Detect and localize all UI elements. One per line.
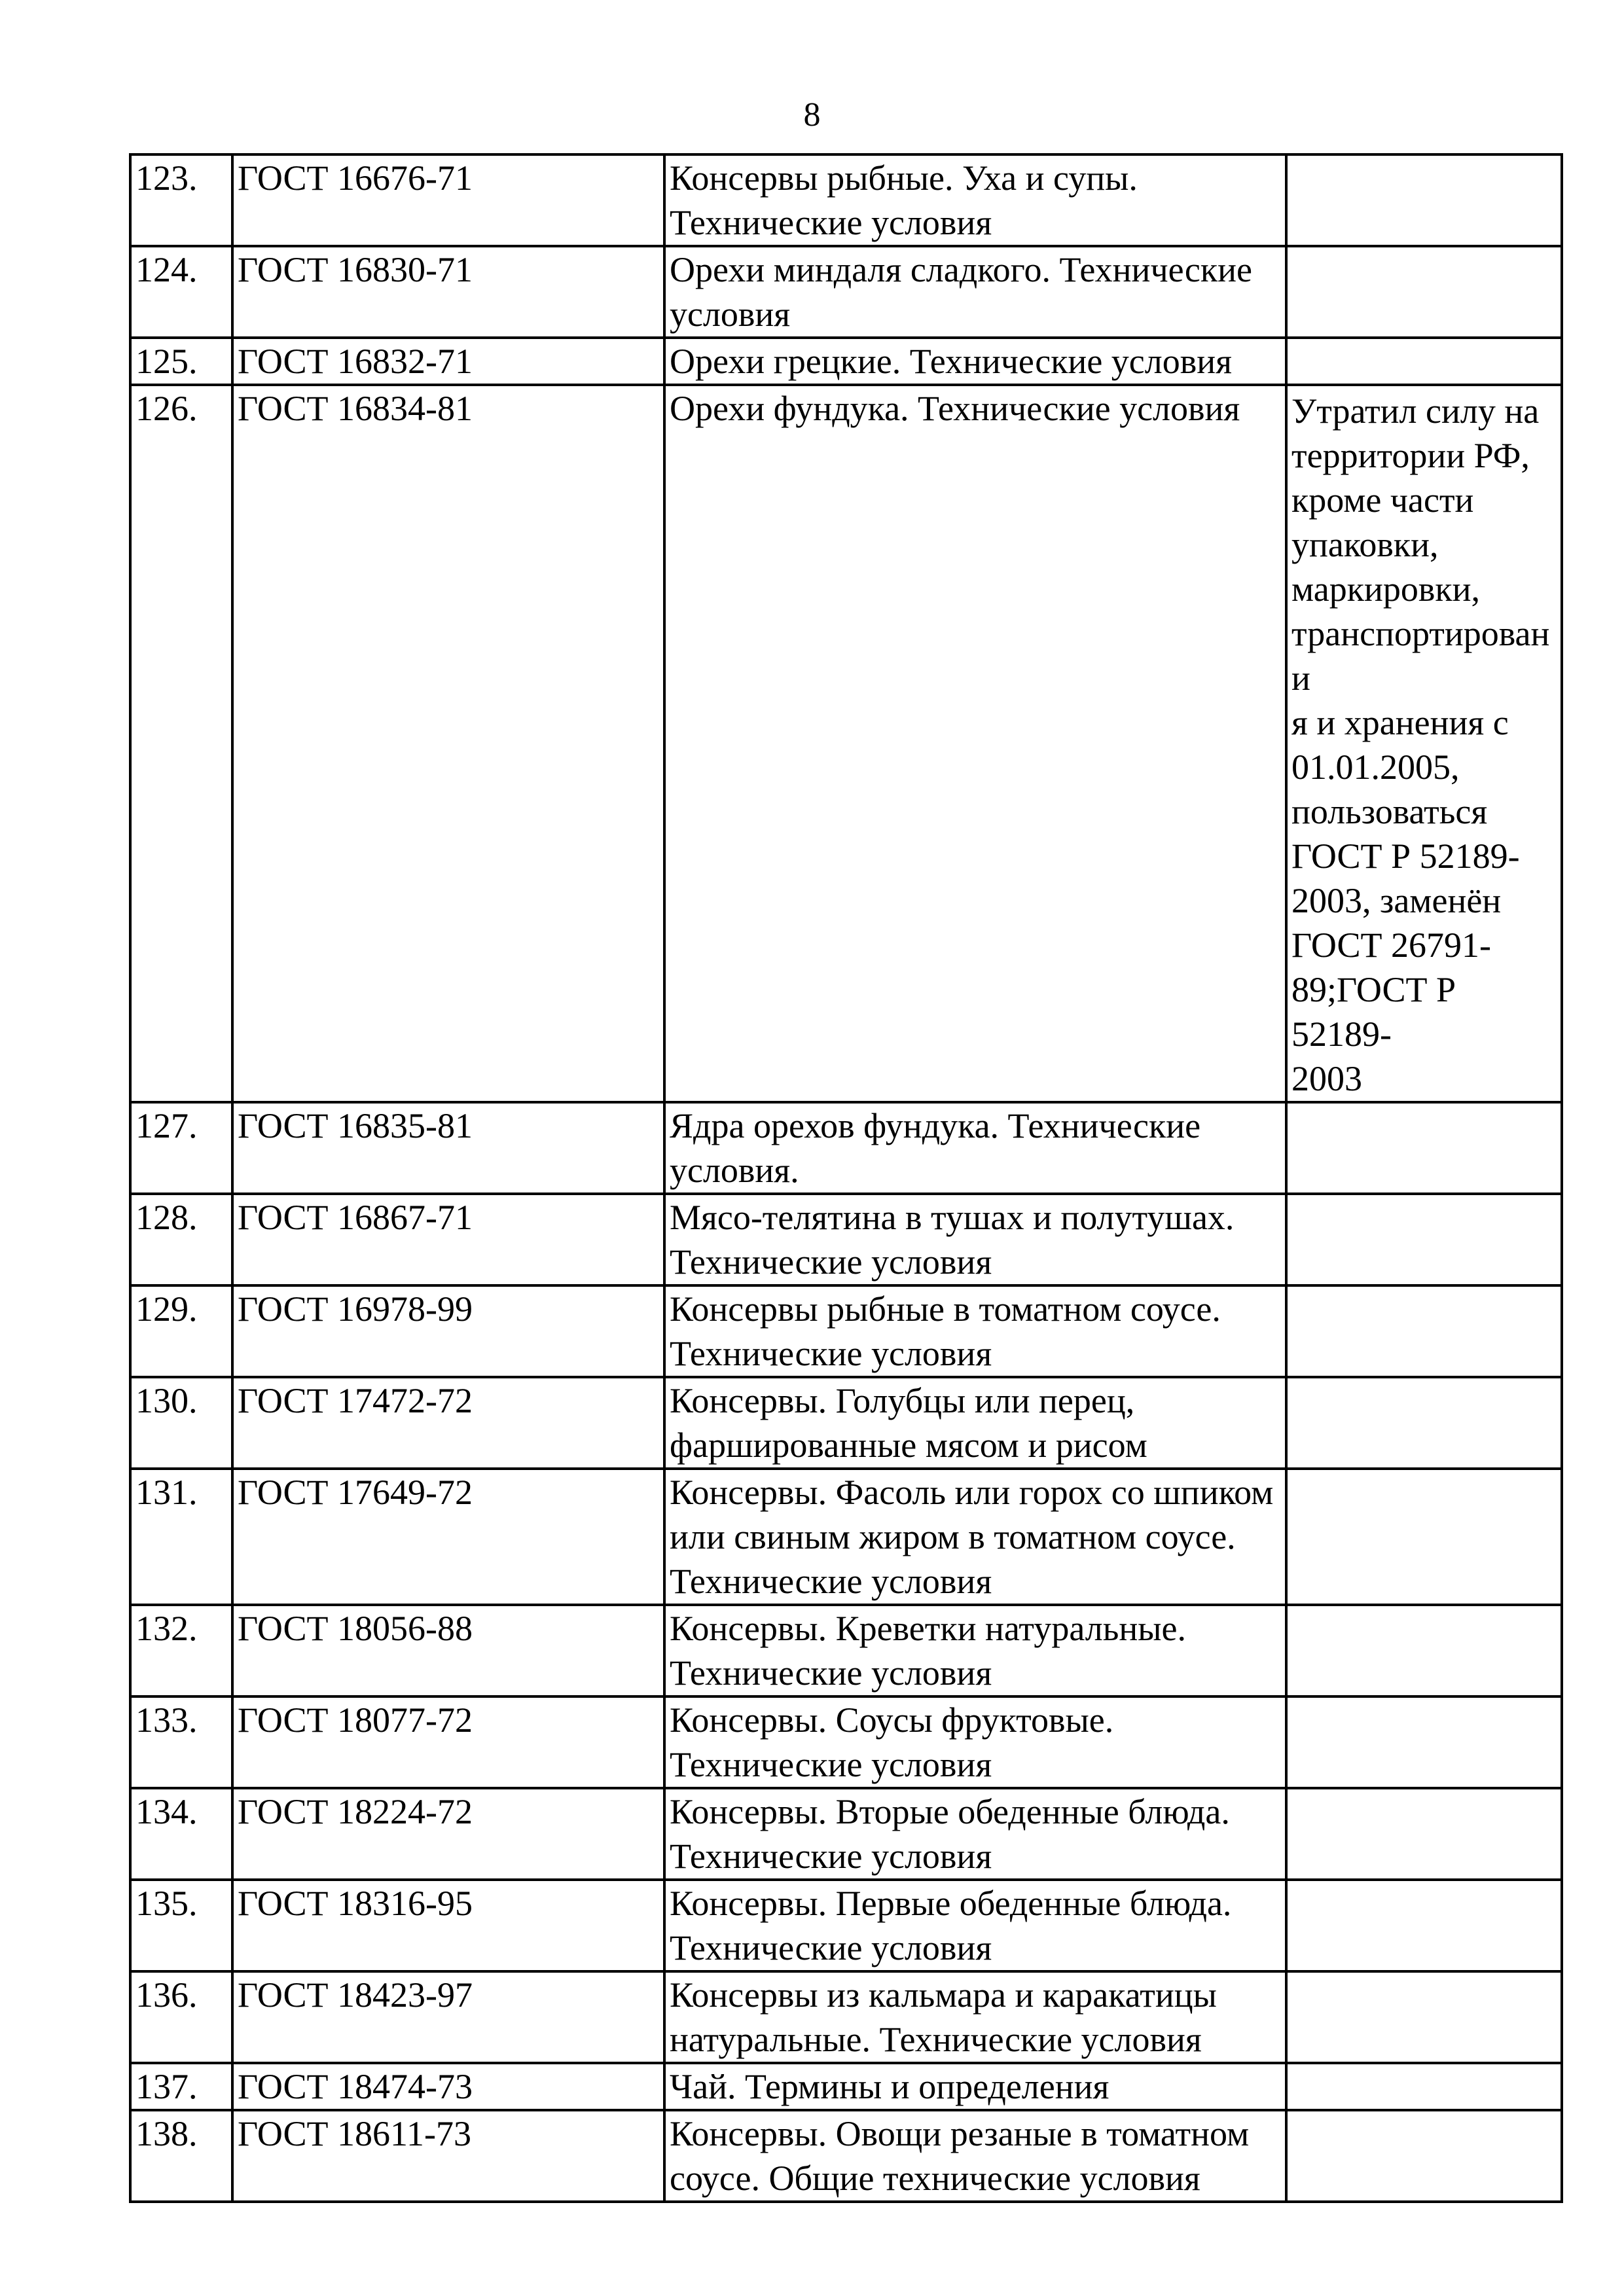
standard-note [1286, 1971, 1562, 2063]
standard-code: ГОСТ 16834-81 [232, 385, 664, 1102]
table-row [130, 1880, 1562, 1971]
table-row [130, 1377, 1562, 1469]
note-text [1291, 2064, 1557, 2067]
standard-title: Консервы. Первые обеденные блюда. Технические условия [664, 1880, 1286, 1971]
standard-note [1286, 1880, 1562, 1971]
note-text [1291, 1698, 1557, 1700]
standard-note [1286, 2063, 1562, 2110]
standard-title: Консервы. Соусы фруктовые. Технические условия [664, 1696, 1286, 1788]
table-row [130, 1696, 1562, 1788]
standard-code: ГОСТ 18423-97 [232, 1971, 664, 2063]
standard-code: ГОСТ 16830-71 [232, 246, 664, 338]
row-number: 137. [130, 2063, 232, 2110]
standard-code: ГОСТ 18077-72 [232, 1696, 664, 1788]
standard-title: Консервы рыбные в томатном соусе. Технические условия [664, 1285, 1286, 1377]
row-number: 125. [130, 338, 232, 385]
standard-title: Чай. Термины и определения [664, 2063, 1286, 2110]
standard-code: ГОСТ 17472-72 [232, 1377, 664, 1469]
standard-title: Орехи фундука. Технические условия [664, 385, 1286, 1102]
standard-note [1286, 1194, 1562, 1285]
standard-note [1286, 1377, 1562, 1469]
standard-note [1286, 1285, 1562, 1377]
row-number: 132. [130, 1605, 232, 1696]
table-row [130, 1605, 1562, 1696]
standard-code: ГОСТ 16676-71 [232, 154, 664, 246]
row-number: 138. [130, 2110, 232, 2202]
note-text [1291, 1881, 1557, 1884]
row-number: 126. [130, 385, 232, 1102]
standard-code: ГОСТ 18316-95 [232, 1880, 664, 1971]
standard-code: ГОСТ 16832-71 [232, 338, 664, 385]
standard-title: Консервы. Креветки натуральные. Технические условия [664, 1605, 1286, 1696]
standard-note [1286, 2110, 1562, 2202]
row-number: 123. [130, 154, 232, 246]
row-number: 130. [130, 1377, 232, 1469]
note-text [1291, 1789, 1557, 1792]
page-number: 8 [803, 96, 821, 134]
standard-note [1286, 338, 1562, 385]
table-row [130, 154, 1562, 246]
standard-title: Консервы рыбные. Уха и супы. Технические условия [664, 154, 1286, 246]
table-row [130, 2063, 1562, 2110]
standard-note [1286, 1605, 1562, 1696]
standard-title: Консервы. Фасоль или горох со шпиком или свиным жиром в томатном соусе. Технические условия [664, 1469, 1286, 1605]
note-text [1291, 156, 1557, 158]
standards-table [129, 153, 1563, 2203]
standard-note [1286, 1788, 1562, 1880]
note-text [1291, 339, 1557, 342]
row-number: 127. [130, 1102, 232, 1194]
table-row [130, 1194, 1562, 1285]
table-row [130, 1971, 1562, 2063]
table-row [130, 338, 1562, 385]
note-text [1291, 2111, 1557, 2114]
standard-note [1286, 246, 1562, 338]
standard-note [1286, 154, 1562, 246]
standard-code: ГОСТ 16835-81 [232, 1102, 664, 1194]
standard-code: ГОСТ 18224-72 [232, 1788, 664, 1880]
standard-code: ГОСТ 18611-73 [232, 2110, 664, 2202]
row-number: 124. [130, 246, 232, 338]
note-text [1291, 1287, 1557, 1289]
table-row [130, 246, 1562, 338]
table-row [130, 385, 1562, 1102]
standard-note [1286, 1102, 1562, 1194]
row-number: 135. [130, 1880, 232, 1971]
standard-title: Консервы. Вторые обеденные блюда. Технические условия [664, 1788, 1286, 1880]
standard-code: ГОСТ 16978-99 [232, 1285, 664, 1377]
note-text [1291, 1973, 1557, 1975]
standard-title: Орехи миндаля сладкого. Технические условия [664, 246, 1286, 338]
row-number: 134. [130, 1788, 232, 1880]
standard-code: ГОСТ 17649-72 [232, 1469, 664, 1605]
standard-code: ГОСТ 18474-73 [232, 2063, 664, 2110]
standard-title: Консервы. Овощи резаные в томатном соусе. Общие технические условия [664, 2110, 1286, 2202]
note-text: Утратил силу на территории РФ, кроме части упаковки, маркировки, транспортировани я и хранения с 01.01.2005, пользоваться ГОСТ Р 52189- 2003, заменён ГОСТ 26791- 89;ГОСТ Р 52189- 2003 [1291, 391, 1550, 1098]
standard-code: ГОСТ 16867-71 [232, 1194, 664, 1285]
note-text [1291, 247, 1557, 250]
table-row [130, 1469, 1562, 1605]
standard-note [1286, 1469, 1562, 1605]
row-number: 128. [130, 1194, 232, 1285]
standard-title: Мясо-телятина в тушах и полутушах. Технические условия [664, 1194, 1286, 1285]
standard-note [1286, 1696, 1562, 1788]
standard-title: Консервы. Голубцы или перец, фаршированные мясом и рисом [664, 1377, 1286, 1469]
table-row [130, 1788, 1562, 1880]
standard-note [1286, 385, 1562, 1102]
standard-title: Орехи грецкие. Технические условия [664, 338, 1286, 385]
note-text [1291, 1606, 1557, 1609]
table-row [130, 1285, 1562, 1377]
row-number: 131. [130, 1469, 232, 1605]
note-text [1291, 1470, 1557, 1473]
standard-title: Консервы из кальмара и каракатицы натуральные. Технические условия [664, 1971, 1286, 2063]
note-text [1291, 1378, 1557, 1381]
row-number: 133. [130, 1696, 232, 1788]
table-row [130, 2110, 1562, 2202]
table-row [130, 1102, 1562, 1194]
note-text [1291, 1103, 1557, 1106]
row-number: 136. [130, 1971, 232, 2063]
standard-title: Ядра орехов фундука. Технические условия. [664, 1102, 1286, 1194]
row-number: 129. [130, 1285, 232, 1377]
standard-code: ГОСТ 18056-88 [232, 1605, 664, 1696]
note-text [1291, 1195, 1557, 1198]
